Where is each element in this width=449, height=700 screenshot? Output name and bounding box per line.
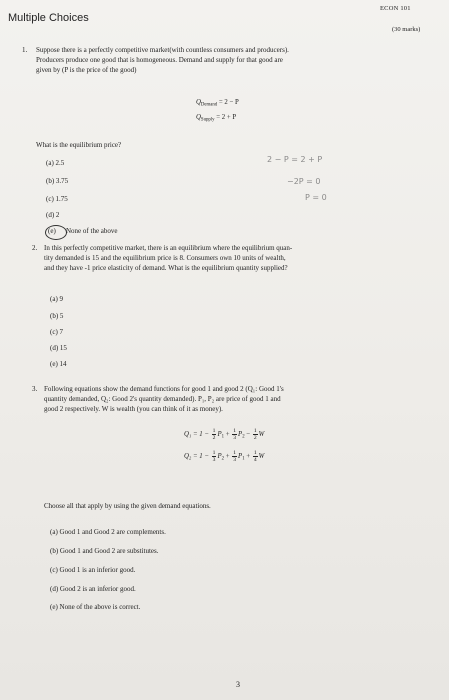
q2-number: 2. xyxy=(32,244,38,252)
q1-supply-equation: $Q_{Supply} = 2 + P$ xyxy=(196,114,237,123)
q2-option-a[interactable]: (a) 9 xyxy=(50,295,64,303)
q2-text-line-2: tity demanded is 15 and the equilibrium price is 8. Consumers own 10 units of wealth, xyxy=(44,254,286,262)
q2-option-d[interactable]: (d) 15 xyxy=(50,344,67,352)
q1-text-line-1: Suppose there is a perfectly competitive market(with countless consumers and producers). xyxy=(36,46,289,54)
q1-option-a[interactable]: (a) 2.5 xyxy=(46,159,65,167)
q1-text-line-2: Producers produce one good that is homogeneous. Demand and supply for that good are xyxy=(36,56,283,64)
q3-option-a[interactable]: (a) Good 1 and Good 2 are complements. xyxy=(50,528,166,536)
handwriting-line-1: 2 − P = 2 + P xyxy=(267,155,323,164)
q3-instruction: Choose all that apply by using the given demand equations. xyxy=(44,502,211,510)
q1-option-e-label[interactable]: (e) xyxy=(48,227,56,235)
q3-text-line-1: Following equations show the demand functions for good 1 and good 2 (Q₁: Good 1's xyxy=(44,385,284,393)
q2-text-line-1: In this perfectly competitive market, there is an equilibrium where the equilibrium quan- xyxy=(44,244,293,252)
q2-option-e[interactable]: (e) 14 xyxy=(50,360,67,368)
q1-question: What is the equilibrium price? xyxy=(36,141,122,149)
q3-option-b[interactable]: (b) Good 1 and Good 2 are substitutes. xyxy=(50,547,159,555)
q2-option-b[interactable]: (b) 5 xyxy=(50,312,64,320)
q1-demand-equation: $Q_{Demand} = 2 - P$ xyxy=(196,99,239,108)
q3-text-line-3: good 2 respectively. W is wealth (you can think of it as money). xyxy=(44,405,223,413)
q1-option-e[interactable]: None of the above xyxy=(66,227,118,235)
q1-number: 1. xyxy=(22,46,28,54)
q3-demand-equation-1: Q₁ = 1 − $\frac{1}{2}$ $P_1$ + $\frac{1}{3}$ $P_2$ − $\frac{1}{2}$ W xyxy=(184,428,265,441)
q3-option-c[interactable]: (c) Good 1 is an inferior good. xyxy=(50,566,136,574)
handwriting-line-2: −2P = 0 xyxy=(287,177,321,186)
q3-text-line-2: quantity demanded, Q₂: Good 2's quantity demanded). P₁, P₂ are price of good 1 and xyxy=(44,395,281,403)
q2-option-c[interactable]: (c) 7 xyxy=(50,328,64,336)
section-title: Multiple Choices xyxy=(8,12,89,24)
q3-demand-equation-2: Q₂ = 1 − $\frac{1}{3}$ $P_2$ + $\frac{1}{3}$ $P_1$ + $\frac{1}{4}$ W xyxy=(184,450,265,463)
q2-text-line-3: and they have -1 price elasticity of demand. What is the equilibrium quantity supplied? xyxy=(44,264,288,272)
q3-number: 3. xyxy=(32,385,38,393)
q1-text-line-3: given by (P is the price of the good) xyxy=(36,66,137,74)
q1-option-b[interactable]: (b) 3.75 xyxy=(46,177,69,185)
course-code: ECON 101 xyxy=(380,5,411,12)
marks-label: (30 marks) xyxy=(392,26,421,33)
q3-option-d[interactable]: (d) Good 2 is an inferior good. xyxy=(50,585,136,593)
page-number: 3 xyxy=(236,680,240,689)
q1-option-d[interactable]: (d) 2 xyxy=(46,211,60,219)
q3-option-e[interactable]: (e) None of the above is correct. xyxy=(50,603,141,611)
q1-option-c[interactable]: (c) 1.75 xyxy=(46,195,68,203)
handwriting-line-3: P = 0 xyxy=(305,193,327,202)
